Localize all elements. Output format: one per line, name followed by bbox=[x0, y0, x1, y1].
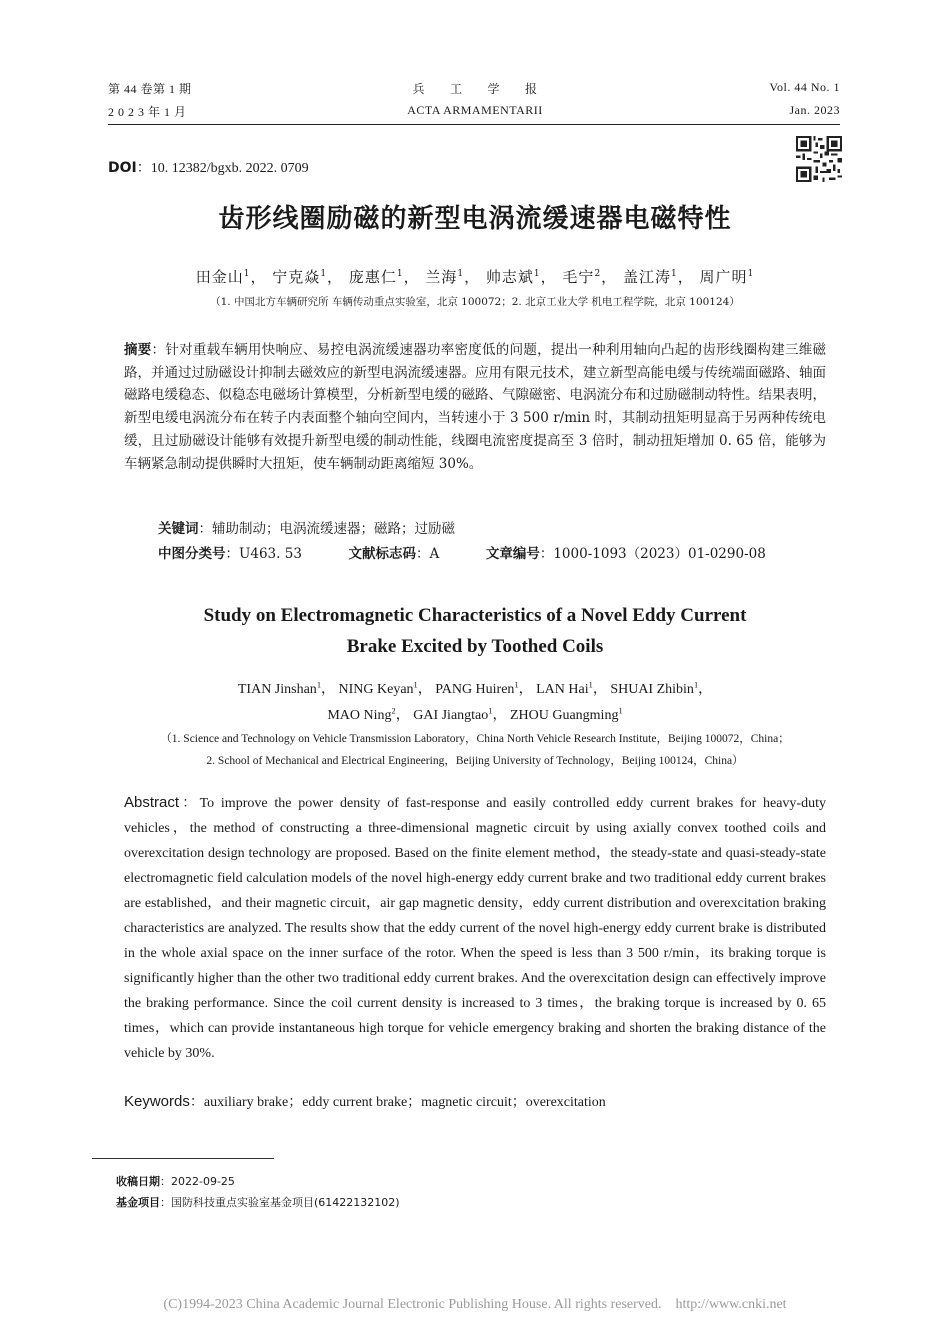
authors-cn: 田金山$^1$， 宁克焱$^1$， 庞惠仁$^1$， 兰海$^1$， 帅志斌$^1$， 毛宁$^2$， 盖江涛$^1$， 周广明$^1$ bbox=[195, 268, 755, 286]
journal-name-en: ACTA ARMAMENTARII bbox=[407, 103, 543, 117]
fund-value: ：国防科技重点实验室基金项目(61422132102) bbox=[160, 1196, 400, 1209]
abstract-cn bbox=[124, 339, 826, 475]
author-en: TIAN Jinshan$^1$ bbox=[237, 680, 321, 697]
author-cn: 帅志斌$^1$ bbox=[485, 268, 541, 286]
paper-title-en-line2: Brake Excited by Toothed Coils bbox=[346, 636, 604, 657]
received-date bbox=[116, 1173, 235, 1189]
clc-value: ：U463. 53 bbox=[225, 546, 302, 562]
keywords-text-en: ：auxiliary brake；eddy current brake；magnetic circuit；overexcitation bbox=[189, 1095, 606, 1110]
abstract-label-en: Abstract bbox=[124, 794, 180, 811]
date-cn: 2 0 2 3 年 1 月 bbox=[108, 105, 187, 119]
doi-line bbox=[108, 157, 309, 177]
author-cn: 田金山$^1$ bbox=[195, 268, 251, 286]
keywords-label-cn: 关键词 bbox=[158, 521, 199, 537]
paper-title-en bbox=[120, 600, 830, 662]
affiliation-en-2: 2. School of Mechanical and Electrical Engineering，Beijing University of Technology，Beijing 100124，China） bbox=[206, 755, 744, 767]
author-cn: 毛宁$^2$ bbox=[562, 268, 602, 286]
article-number-label: 文章编号 bbox=[485, 546, 540, 562]
abstract-text-en: ：To improve the power density of fast-response and easily controlled eddy current brakes for heavy-duty vehicles，the method of constructing a three-dimensional magnetic circuit by using axially convex toothed coils and overexcitation design technology are proposed. Based on the finite element method，the steady-state and quasi-steady-state electromagnetic field calculation models of the novel high-energy eddy current brake and two traditional eddy current brakes are established，and their magnetic circuit，air gap magnetic density，eddy current distribution and overexcitation braking characteristics are analyzed. The results show that the eddy current of the novel high-energy eddy current brake is distributed in the whole axial space on the inner surface of the rotor. When the speed is less than 3 500 r/min，its braking torque is significantly higher than the other two traditional eddy current brakes. And the overexcitation design can effectively improve the braking performance. Since the coil current density is increased to 3 times，the braking torque is increased by 0. 65 times，which can provide instantaneous high torque for vehicle emergency braking and shorten the braking distance of the vehicle by 30%. bbox=[124, 796, 826, 1061]
clc-label: 中图分类号 bbox=[158, 546, 226, 562]
author-en: SHUAI Zhibin$^1$ bbox=[610, 680, 699, 697]
author-cn: 兰海$^1$ bbox=[425, 268, 465, 286]
author-cn: 盖江涛$^1$ bbox=[622, 268, 678, 286]
authors-en-line2: MAO Ning$^2$， GAI Jiangtao$^1$， ZHOU Guangming$^1$ bbox=[327, 706, 623, 723]
received-value: ：2022-09-25 bbox=[160, 1175, 235, 1188]
author-en: ZHOU Guangming$^1$ bbox=[509, 706, 623, 723]
doc-code-value: ：A bbox=[416, 546, 440, 562]
keywords-en bbox=[124, 1091, 606, 1111]
author-en: LAN Hai$^1$ bbox=[536, 680, 593, 697]
author-cn: 庞惠仁$^1$ bbox=[348, 268, 404, 286]
volume-issue-en: Vol. 44 No. 1 bbox=[769, 80, 840, 94]
author-cn: 宁克焱$^1$ bbox=[272, 268, 328, 286]
author-en: GAI Jiangtao$^1$ bbox=[413, 706, 493, 723]
doc-code-label: 文献标志码 bbox=[348, 546, 416, 562]
abstract-en bbox=[124, 790, 826, 1066]
abstract-text-cn: ：针对重载车辆用快响应、易控电涡流缓速器功率密度低的问题，提出一种利用轴向凸起的齿形线圈构建三维磁路，并通过过励磁设计抑制去磁效应的新型电涡流缓速器。应用有限元技术，建立新型高能电缓与传统端面磁路、轴面磁路电缓稳态、似稳态电磁场计算模型，分析新型电缓的磁路、气隙磁密、电涡流分布和过励磁制动特性。结果表明，新型电缓电涡流分布在转子内表面整个轴向空间内，当转速小于 3 500 r/min 时，其制动扭矩明显高于另两种传统电缓，且过励磁设计能够有效提升新型电缓的制动性能，线圈电流密度提高至 3 倍时，制动扭矩增加 0. 65 倍，能够为车辆紧急制动提供瞬时大扭矩，使车辆制动距离缩短 30%。 bbox=[124, 342, 827, 472]
volume-issue-cn: 第 44 卷第 1 期 bbox=[108, 82, 192, 96]
abstract-label-cn: 摘要 bbox=[124, 342, 152, 358]
author-cn: 周广明$^1$ bbox=[699, 268, 755, 286]
journal-name-cn: 兵 工 学 报 bbox=[412, 82, 538, 96]
fund-project bbox=[116, 1194, 400, 1210]
affiliation-en-1: （1. Science and Technology on Vehicle Transmission Laboratory，China North Vehicle Research Institute，Beijing 100072，China； bbox=[160, 733, 790, 745]
date-en: Jan. 2023 bbox=[789, 103, 840, 117]
authors-en-line1: TIAN Jinshan$^1$， NING Keyan$^1$， PANG Huiren$^1$， LAN Hai$^1$， SHUAI Zhibin$^1$， bbox=[237, 680, 713, 697]
author-en: MAO Ning$^2$ bbox=[327, 706, 396, 723]
qr-code-icon bbox=[796, 136, 842, 182]
author-en: PANG Huiren$^1$ bbox=[435, 680, 519, 697]
doi-label: DOI bbox=[108, 160, 137, 176]
keywords-cn bbox=[158, 517, 455, 537]
keywords-label-en: Keywords bbox=[124, 1093, 190, 1110]
header-rule bbox=[108, 124, 840, 125]
paper-title-en-line1: Study on Electromagnetic Characteristics of a Novel Eddy Current bbox=[203, 605, 747, 626]
article-number-value: ：1000-1093（2023）01-0290-08 bbox=[539, 546, 766, 562]
author-en: NING Keyan$^1$ bbox=[338, 680, 418, 697]
keywords-text-cn: ：辅助制动；电涡流缓速器；磁路；过励磁 bbox=[198, 521, 455, 537]
doi-value: ：10. 12382/bgxb. 2022. 0709 bbox=[136, 161, 309, 176]
classification-line bbox=[158, 542, 766, 562]
paper-title-cn: 齿形线圈励磁的新型电涡流缓速器电磁特性 bbox=[218, 204, 732, 234]
received-label: 收稿日期 bbox=[116, 1175, 160, 1188]
affiliation-cn: （1. 中国北方车辆研究所 车辆传动重点实验室，北京 100072；2. 北京工业大学 机电工程学院，北京 100124） bbox=[210, 296, 740, 308]
copyright-footer: (C)1994-2023 China Academic Journal Electronic Publishing House. All rights reserved. http://www.cnki.net bbox=[163, 1297, 787, 1312]
fund-label: 基金项目 bbox=[116, 1196, 160, 1209]
footnote-rule bbox=[92, 1158, 274, 1159]
